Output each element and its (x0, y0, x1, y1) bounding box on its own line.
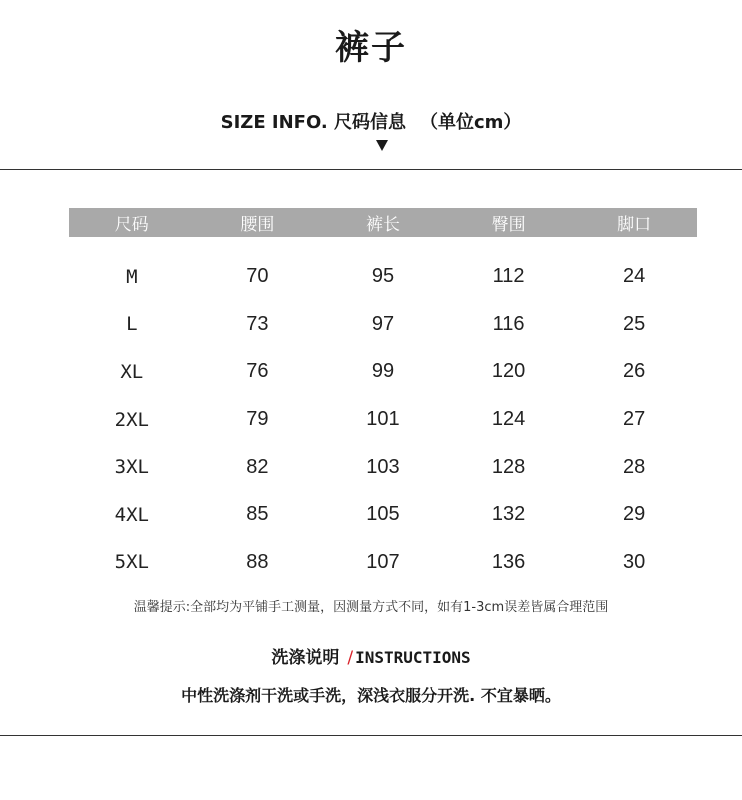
table-row (69, 253, 697, 301)
cell-hip: 120 (491, 360, 526, 383)
cell-length: 101 (366, 408, 400, 431)
cell-hem: 25 (623, 312, 646, 335)
cell-length: 107 (366, 550, 400, 573)
cell-size: L (126, 313, 138, 336)
table-row (69, 443, 697, 491)
cell-hem: 24 (623, 265, 646, 288)
table-row (69, 491, 697, 539)
cell-length: 103 (366, 455, 400, 478)
header-size: 尺码 (114, 215, 149, 235)
cell-hem: 26 (623, 360, 646, 383)
header-length: 裤长 (365, 215, 400, 235)
cell-hip: 132 (491, 503, 526, 526)
header-hem: 脚口 (617, 215, 652, 235)
cell-hem: 27 (623, 408, 646, 431)
cell-hem: 29 (623, 503, 646, 526)
bottom-divider (0, 735, 742, 736)
cell-size: 4XL (114, 503, 149, 526)
cell-size: 5XL (114, 551, 149, 574)
instructions-slash: / (347, 648, 354, 668)
table-row (69, 348, 697, 396)
table-row (69, 396, 697, 444)
cell-waist: 88 (246, 550, 269, 573)
cell-waist: 79 (246, 408, 269, 431)
down-arrow-icon (376, 140, 388, 151)
cell-length: 99 (371, 360, 395, 383)
size-info-heading (0, 108, 742, 134)
cell-waist: 73 (246, 312, 269, 335)
cell-hip: 116 (492, 312, 525, 335)
instructions-heading (0, 643, 742, 668)
size-info-unit: （单位cm） (419, 112, 522, 133)
size-table (69, 208, 697, 586)
cell-waist: 70 (246, 265, 269, 288)
cell-waist: 82 (246, 455, 269, 478)
cell-length: 105 (366, 503, 400, 526)
cell-length: 95 (371, 265, 395, 288)
instructions-title-cn: 洗涤说明 (271, 648, 340, 668)
instructions-title-en: INSTRUCTIONS (355, 648, 471, 667)
header-hip: 臀围 (491, 215, 526, 235)
table-row (69, 539, 697, 587)
table-header (69, 208, 697, 237)
cell-hip: 128 (491, 455, 526, 478)
cell-hip: 112 (492, 265, 525, 288)
table-body (69, 253, 697, 586)
cell-waist: 85 (246, 503, 269, 526)
cell-size: 3XL (114, 456, 149, 479)
measurement-note: 温馨提示:全部均为平铺手工测量，因测量方式不同，如有1-3cm误差皆属合理范围 (133, 600, 609, 615)
cell-waist: 76 (246, 360, 269, 383)
size-info-label: SIZE INFO. 尺码信息 (220, 112, 406, 133)
top-divider (0, 169, 742, 170)
table-row (69, 301, 697, 349)
cell-size: M (126, 265, 138, 288)
cell-length: 97 (371, 312, 395, 335)
cell-hem: 30 (623, 550, 646, 573)
cell-hip: 136 (491, 550, 526, 573)
cell-size: XL (120, 360, 144, 383)
instructions-text: 中性洗涤剂干洗或手洗，深浅衣服分开洗. 不宜暴晒。 (181, 686, 561, 705)
cell-hip: 124 (491, 408, 526, 431)
cell-hem: 28 (623, 455, 646, 478)
page-title: 裤子 (335, 28, 407, 68)
header-waist: 腰围 (240, 215, 275, 235)
cell-size: 2XL (114, 408, 149, 431)
